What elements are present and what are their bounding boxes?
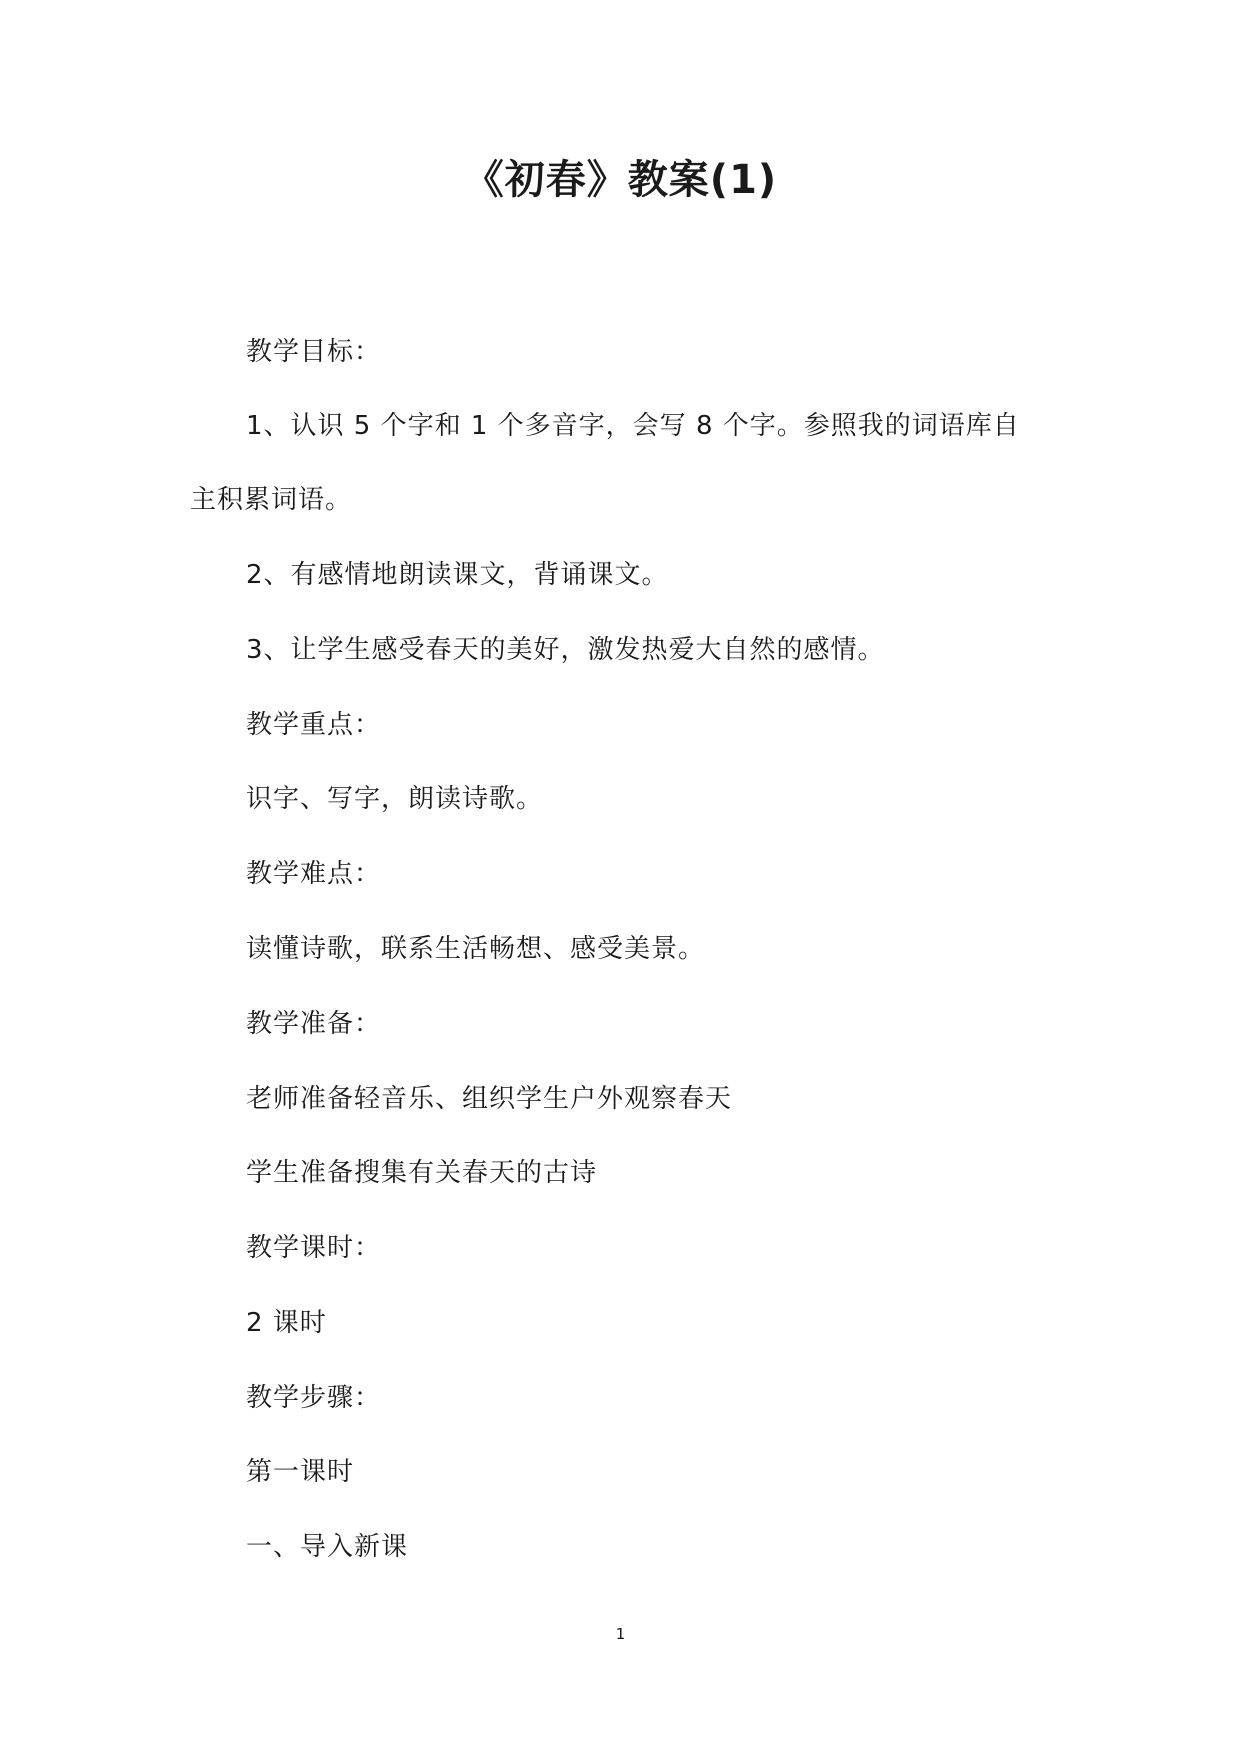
step-1-heading: 一、导入新课 — [246, 1532, 409, 1562]
key-points-text: 识字、写字，朗读诗歌。 — [246, 784, 544, 814]
document-title: 《初春》教案(1) — [463, 157, 778, 203]
section-heading-objectives: 教学目标： — [246, 337, 382, 367]
difficulties-text: 读懂诗歌，联系生活畅想、感受美景。 — [246, 934, 706, 964]
objective-3: 3、让学生感受春天的美好，激发热爱大自然的感情。 — [246, 635, 885, 665]
section-heading-difficulties: 教学难点： — [246, 859, 382, 889]
first-period-heading: 第一课时 — [246, 1457, 355, 1487]
section-heading-periods: 教学课时： — [246, 1233, 382, 1263]
section-heading-key-points: 教学重点： — [246, 710, 382, 740]
objective-2: 2、有感情地朗读课文，背诵课文。 — [246, 560, 669, 590]
preparation-teacher: 老师准备轻音乐、组织学生户外观察春天 — [246, 1084, 733, 1114]
objective-1-continuation: 主积累词语。 — [190, 485, 353, 515]
page-number: 1 — [615, 1625, 626, 1643]
objective-1-line: 1、认识 5 个字和 1 个多音字，会写 8 个字。参照我的词语库自 — [246, 411, 1020, 441]
periods-text: 2 课时 — [246, 1308, 327, 1338]
preparation-students: 学生准备搜集有关春天的古诗 — [246, 1158, 598, 1188]
section-heading-steps: 教学步骤： — [246, 1383, 382, 1413]
section-heading-preparation: 教学准备： — [246, 1009, 382, 1039]
